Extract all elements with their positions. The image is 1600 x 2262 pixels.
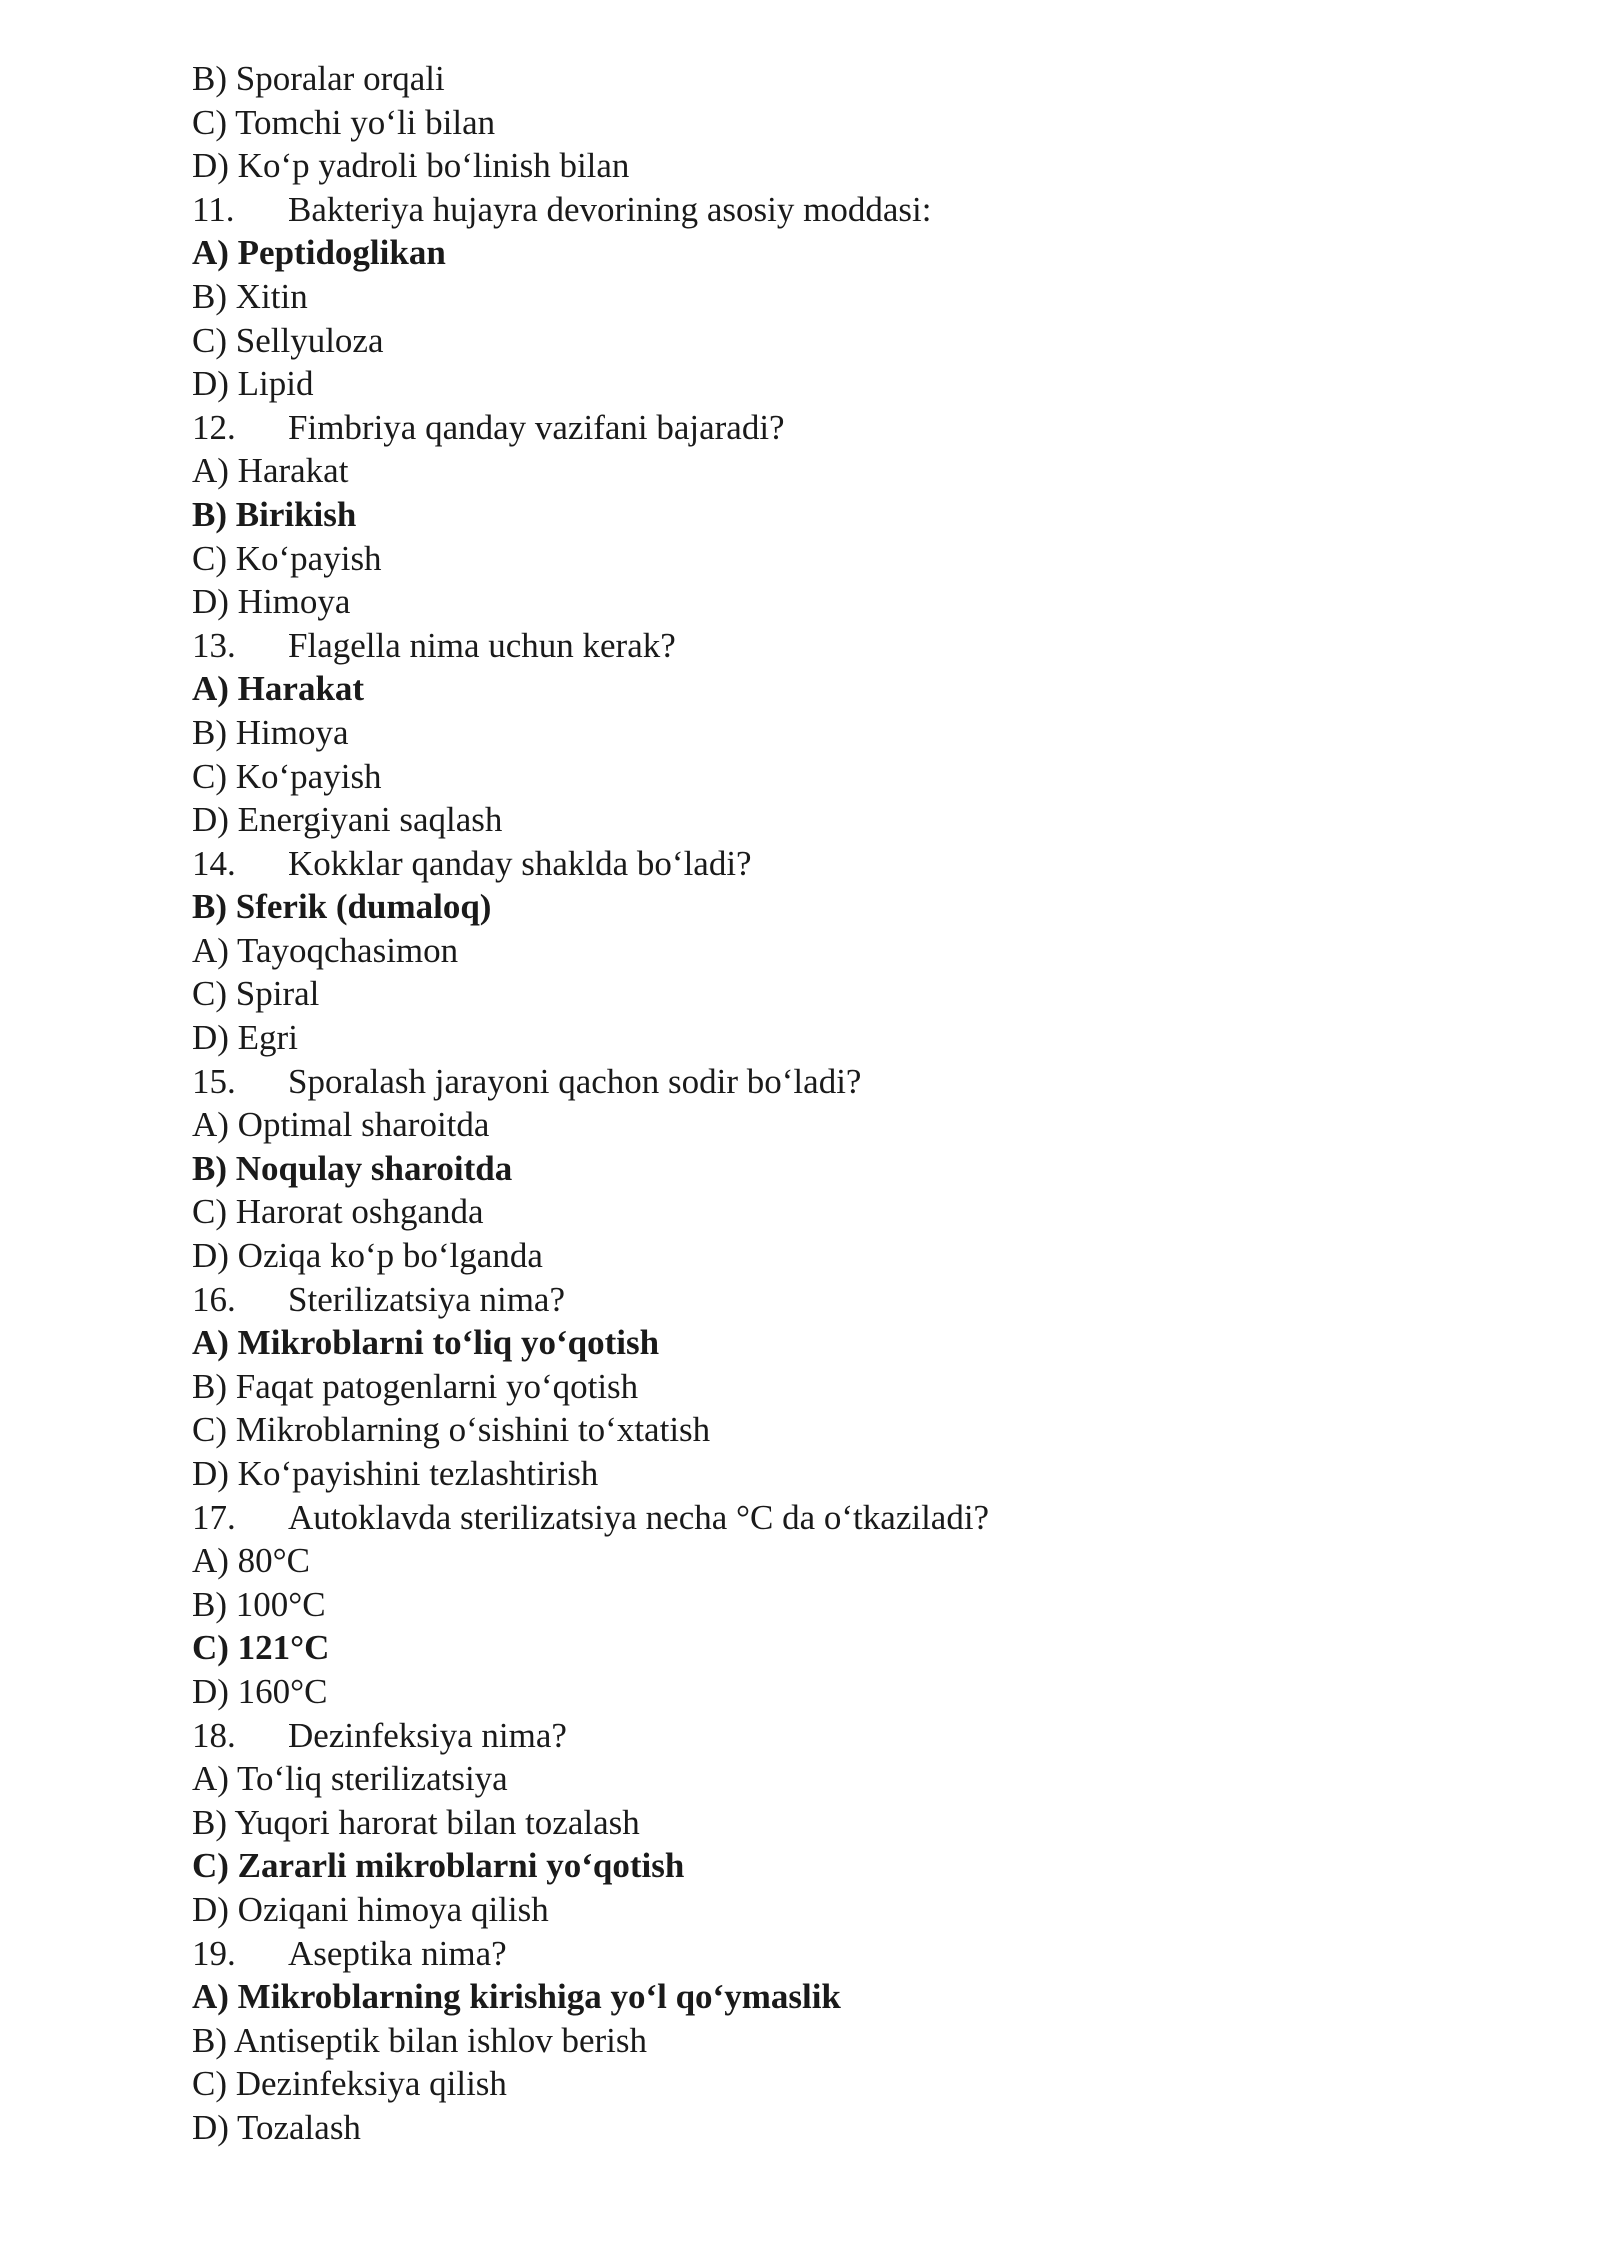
question-text: Kokklar qanday shaklda bo‘ladi? [288, 843, 752, 883]
answer-option: A) Optimal sharoitda [192, 1105, 490, 1145]
question-number: 19. [192, 1933, 236, 1973]
question-text: Autoklavda sterilizatsiya necha °C da o‘tkaziladi? [288, 1497, 990, 1537]
answer-option: D) Tozalash [192, 2107, 361, 2147]
answer-option: A) 80°C [192, 1541, 311, 1581]
answer-option: B) 100°C [192, 1584, 326, 1624]
answer-option: C) Ko‘payish [192, 538, 382, 578]
question-line [192, 842, 1442, 886]
question-line [192, 1278, 1442, 1322]
document-page [192, 57, 1442, 2150]
correct-answer-option: B) Birikish [192, 494, 357, 534]
question-number: 14. [192, 843, 236, 883]
question-line [192, 1932, 1442, 1976]
question-line [192, 624, 1442, 668]
question-line [192, 1060, 1442, 1104]
question-text: Aseptika nima? [288, 1933, 507, 1973]
answer-option: D) Ko‘payishini tezlashtirish [192, 1454, 599, 1493]
question-number: 11. [192, 189, 235, 229]
answer-option: D) Himoya [192, 582, 351, 622]
answer-option: A) Harakat [192, 451, 349, 491]
answer-option: A) Tayoqchasimon [192, 930, 459, 970]
answer-option: B) Himoya [192, 712, 349, 752]
correct-answer-option: C) 121°C [192, 1628, 330, 1668]
answer-option: B) Antiseptik bilan ishlov berish [192, 2020, 647, 2060]
correct-answer-option: C) Zararli mikroblarni yo‘qotish [192, 1846, 685, 1886]
question-number: 17. [192, 1497, 236, 1537]
answer-option: B) Sporalar orqali [192, 59, 445, 98]
answer-option: D) Oziqa ko‘p bo‘lganda [192, 1236, 543, 1276]
question-line [192, 1714, 1442, 1758]
answer-option: D) Oziqani himoya qilish [192, 1889, 549, 1929]
answer-option: D) Lipid [192, 364, 314, 404]
answer-option: C) Sellyuloza [192, 320, 384, 360]
answer-option: C) Harorat oshganda [192, 1192, 484, 1232]
question-line [192, 406, 1442, 450]
answer-option: B) Xitin [192, 276, 308, 316]
question-text: Dezinfeksiya nima? [288, 1715, 567, 1755]
answer-option: D) 160°C [192, 1671, 328, 1711]
question-number: 18. [192, 1715, 236, 1755]
answer-option: C) Ko‘payish [192, 756, 382, 796]
question-line [192, 1496, 1442, 1540]
question-text: Sterilizatsiya nima? [288, 1279, 565, 1319]
question-number: 15. [192, 1061, 236, 1101]
answer-option: C) Tomchi yo‘li bilan [192, 102, 496, 142]
answer-option: C) Spiral [192, 974, 320, 1014]
correct-answer-option: A) Harakat [192, 669, 365, 709]
question-line [192, 188, 1442, 232]
question-number: 12. [192, 407, 236, 447]
correct-answer-option: A) Mikroblarning kirishiga yo‘l qo‘ymaslik [192, 1977, 841, 2017]
answer-option: B) Yuqori harorat bilan tozalash [192, 1802, 640, 1842]
correct-answer-option: B) Sferik (dumaloq) [192, 887, 492, 927]
answer-option: C) Dezinfeksiya qilish [192, 2064, 507, 2104]
correct-answer-option: B) Noqulay sharoitda [192, 1148, 513, 1188]
question-text: Fimbriya qanday vazifani bajaradi? [288, 407, 785, 447]
answer-option: B) Faqat patogenlarni yo‘qotish [192, 1366, 639, 1406]
question-text: Bakteriya hujayra devorining asosiy moddasi: [288, 189, 932, 229]
question-text: Sporalash jarayoni qachon sodir bo‘ladi? [288, 1061, 862, 1101]
correct-answer-option: A) Mikroblarni to‘liq yo‘qotish [192, 1323, 660, 1363]
question-text: Flagella nima uchun kerak? [288, 625, 676, 665]
answer-option: D) Energiyani saqlash [192, 800, 503, 840]
correct-answer-option: A) Peptidoglikan [192, 233, 446, 273]
answer-option: D) Ko‘p yadroli bo‘linish bilan [192, 146, 630, 186]
answer-option: D) Egri [192, 1018, 298, 1058]
answer-option: C) Mikroblarning o‘sishini to‘xtatish [192, 1410, 711, 1450]
answer-option: A) To‘liq sterilizatsiya [192, 1759, 508, 1799]
question-number: 13. [192, 625, 236, 665]
question-number: 16. [192, 1279, 236, 1319]
